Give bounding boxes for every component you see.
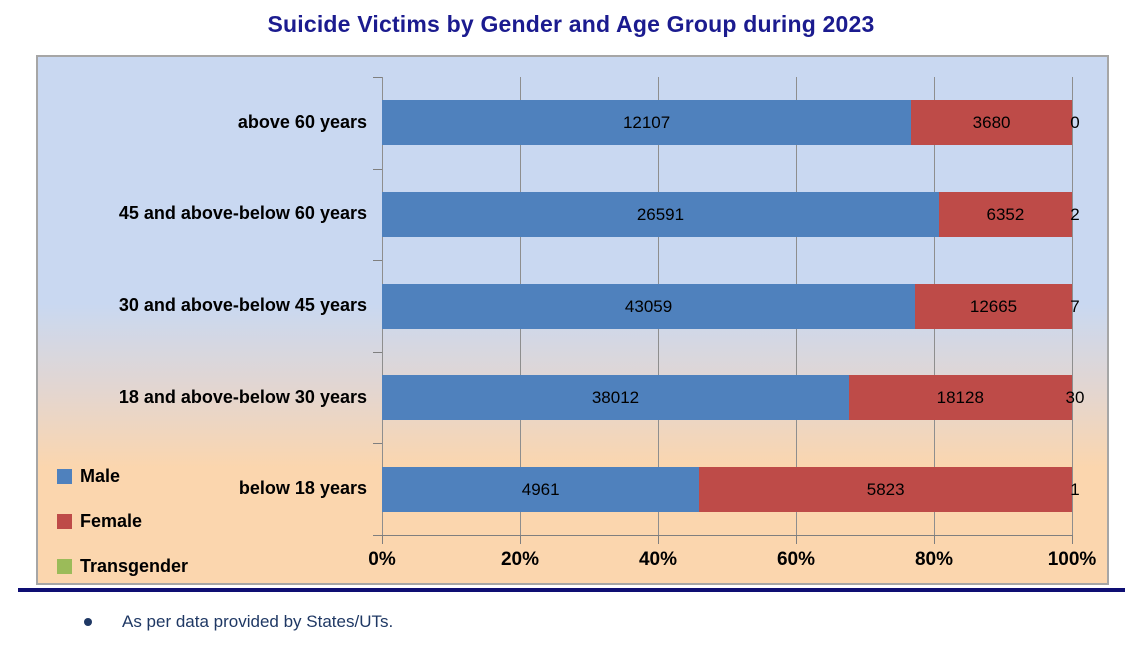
category-label: above 60 years xyxy=(237,111,367,132)
legend-label-female: Female xyxy=(80,511,143,531)
bar-value-label: 6352 xyxy=(986,204,1025,224)
bar-value-label: 26591 xyxy=(636,204,685,224)
y-axis-tick xyxy=(373,443,382,444)
x-axis-tick xyxy=(382,535,383,544)
category-label: 30 and above-below 45 years xyxy=(118,295,367,315)
x-axis-tick xyxy=(520,535,521,544)
bar-value-label: 3680 xyxy=(972,113,1011,133)
page-title: Suicide Victims by Gender and Age Group during 2023 xyxy=(267,11,875,37)
x-axis-tick xyxy=(658,535,659,544)
category-label: 45 and above-below 60 years xyxy=(118,203,367,224)
category-label: below 18 years xyxy=(238,478,367,499)
bar-value-label: 12107 xyxy=(622,113,671,133)
footnote-bullet-icon xyxy=(84,618,92,626)
plot-area xyxy=(38,57,1107,583)
x-axis-tick-label: 80% xyxy=(914,549,954,570)
x-axis-tick-label: 100% xyxy=(1047,549,1097,570)
legend-swatch-female xyxy=(57,514,72,529)
bar-value-label: 4961 xyxy=(521,479,560,499)
legend-item-transgender xyxy=(57,556,188,577)
bar-value-label: 18128 xyxy=(936,388,984,408)
x-axis-tick-label: 20% xyxy=(500,549,540,570)
bar-value-label: 30 xyxy=(1065,388,1085,408)
x-axis-tick-label: 60% xyxy=(776,549,816,570)
bar-value-label: 0 xyxy=(1070,113,1080,133)
legend-label-transgender: Transgender xyxy=(80,556,189,576)
category-label: 18 and above-below 30 years xyxy=(118,386,367,407)
x-axis-tick xyxy=(1072,535,1073,544)
x-axis-tick-label: 40% xyxy=(638,549,678,570)
x-axis-tick xyxy=(796,535,797,544)
bar-value-label: 7 xyxy=(1070,296,1080,316)
x-axis-line xyxy=(382,535,1072,536)
chart-area xyxy=(36,55,1109,585)
bar-value-label: 1 xyxy=(1070,479,1080,499)
x-axis-tick xyxy=(934,535,935,544)
y-axis-tick xyxy=(373,77,382,78)
footnote xyxy=(84,612,393,632)
legend-item-male xyxy=(57,466,120,487)
bar-value-label: 38012 xyxy=(591,388,640,408)
y-axis-tick xyxy=(373,352,382,353)
y-axis-tick xyxy=(373,535,382,536)
legend-swatch-transgender xyxy=(57,559,72,574)
legend-item-female xyxy=(57,511,142,532)
legend-label-male: Male xyxy=(80,466,121,486)
x-axis-tick-label: 0% xyxy=(368,549,396,570)
bar-value-label: 12665 xyxy=(969,296,1018,316)
legend-swatch-male xyxy=(57,469,72,484)
footnote-text: As per data provided by States/UTs. xyxy=(122,612,394,631)
y-axis-tick xyxy=(373,260,382,261)
divider-line xyxy=(18,588,1125,592)
y-axis-tick xyxy=(373,169,382,170)
bar-value-label: 2 xyxy=(1070,204,1080,224)
bar-value-label: 43059 xyxy=(624,296,673,316)
bar-value-label: 5823 xyxy=(866,479,905,499)
